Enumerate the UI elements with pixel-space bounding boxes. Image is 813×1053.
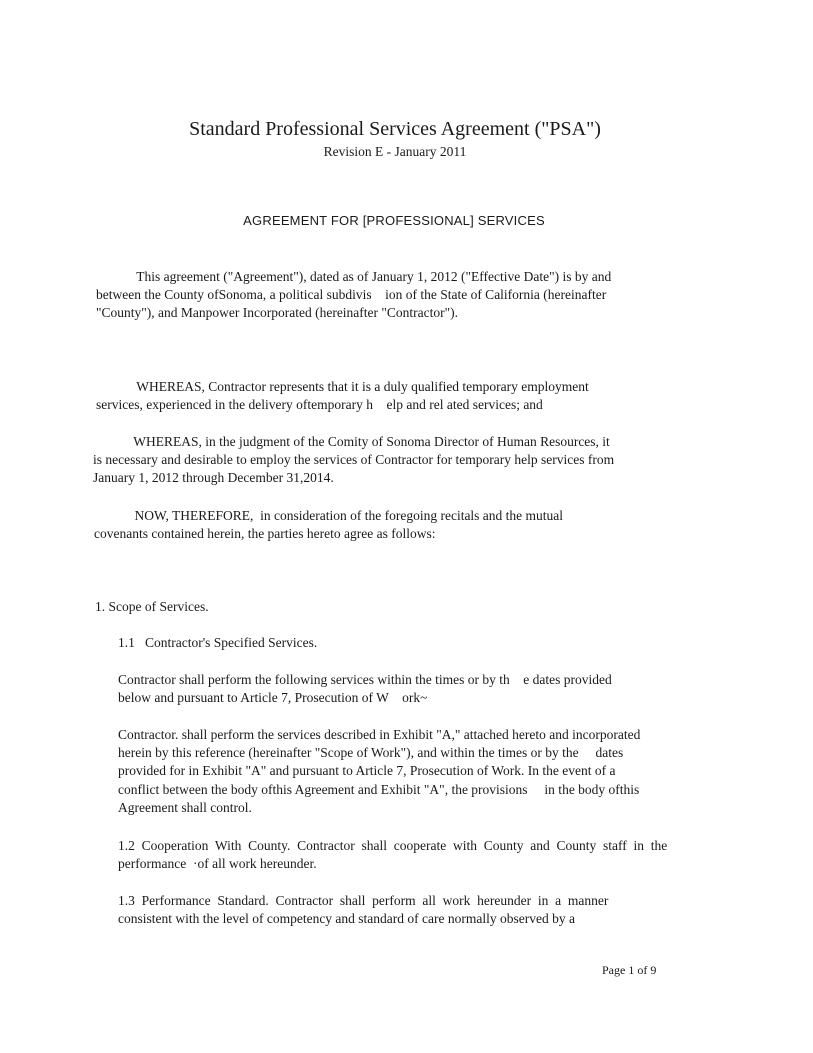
text-line: below and pursuant to Article 7, Prosecution of W ork~ <box>118 690 428 706</box>
page-number: Page 1 of 9 <box>602 963 657 977</box>
text-line: covenants contained herein, the parties hereto agree as follows: <box>94 526 436 542</box>
text-line: January 1, 2012 through December 31,2014. <box>93 470 334 486</box>
text-line: consistent with the level of competency and standard of care normally observed by a <box>118 911 575 927</box>
text-line: is necessary and desirable to employ the services of Contractor for temporary help services from <box>93 452 615 468</box>
text-line: "County"), and Manpower Incorporated (hereinafter "Contractor"). <box>96 305 459 321</box>
text-line: performance ·of all work hereunder. <box>118 856 317 872</box>
now-therefore-paragraph <box>94 507 734 543</box>
text-line: services, experienced in the delivery oftemporary h elp and rel ated services; and <box>96 397 543 413</box>
whereas-paragraph-2 <box>93 433 733 488</box>
text-line: 1. Scope of Services. <box>95 599 209 614</box>
text-line: WHEREAS, Contractor represents that it is a duly qualified temporary employment <box>96 379 589 394</box>
text-line: Contractor shall perform the following services within the times or by th e dates provided <box>118 672 612 687</box>
text-line: conflict between the body ofthis Agreement and Exhibit "A", the provisions in the body ofthis <box>118 781 640 797</box>
subsection-1-1-heading <box>118 634 317 652</box>
document-title: Standard Professional Services Agreement ("PSA") <box>189 118 601 140</box>
section-1-heading <box>95 598 209 616</box>
text-line: Contractor. shall perform the services described in Exhibit "A," attached hereto and incorporated <box>118 727 641 742</box>
section-1-1-paragraph-b <box>118 726 718 817</box>
text-line: WHEREAS, in the judgment of the Comity of Sonoma Director of Human Resources, it <box>93 434 610 449</box>
text-line: 1.2 Cooperation With County. Contractor shall cooperate with County and County staff in the <box>118 838 668 853</box>
text-line: herein by this reference (hereinafter "Scope of Work"), and within the times or by the dates <box>118 745 624 761</box>
text-line: 1.3 Performance Standard. Contractor shall perform all work hereunder in a manner <box>118 893 609 908</box>
text-line: between the County ofSonoma, a political subdivis ion of the State of California (hereinafter <box>96 287 607 303</box>
text-line: Agreement shall control. <box>118 799 252 815</box>
text-line: NOW, THEREFORE, in consideration of the foregoing recitals and the mutual <box>94 508 564 523</box>
section-1-1-paragraph-a <box>118 671 718 707</box>
intro-paragraph <box>96 268 736 323</box>
text-line: provided for in Exhibit "A" and pursuant to Article 7, Prosecution of Work. In the event of a <box>118 763 616 779</box>
revision-subtitle: Revision E - January 2011 <box>323 144 467 159</box>
text-line: This agreement ("Agreement"), dated as of January 1, 2012 ("Effective Date") is by and <box>96 269 612 284</box>
text-line: 1.1 Contractor's Specified Services. <box>118 635 318 650</box>
whereas-paragraph-1 <box>96 378 736 414</box>
agreement-heading: AGREEMENT FOR [PROFESSIONAL] SERVICES <box>243 213 545 228</box>
subsection-1-2 <box>118 837 718 873</box>
subsection-1-3 <box>118 892 718 928</box>
